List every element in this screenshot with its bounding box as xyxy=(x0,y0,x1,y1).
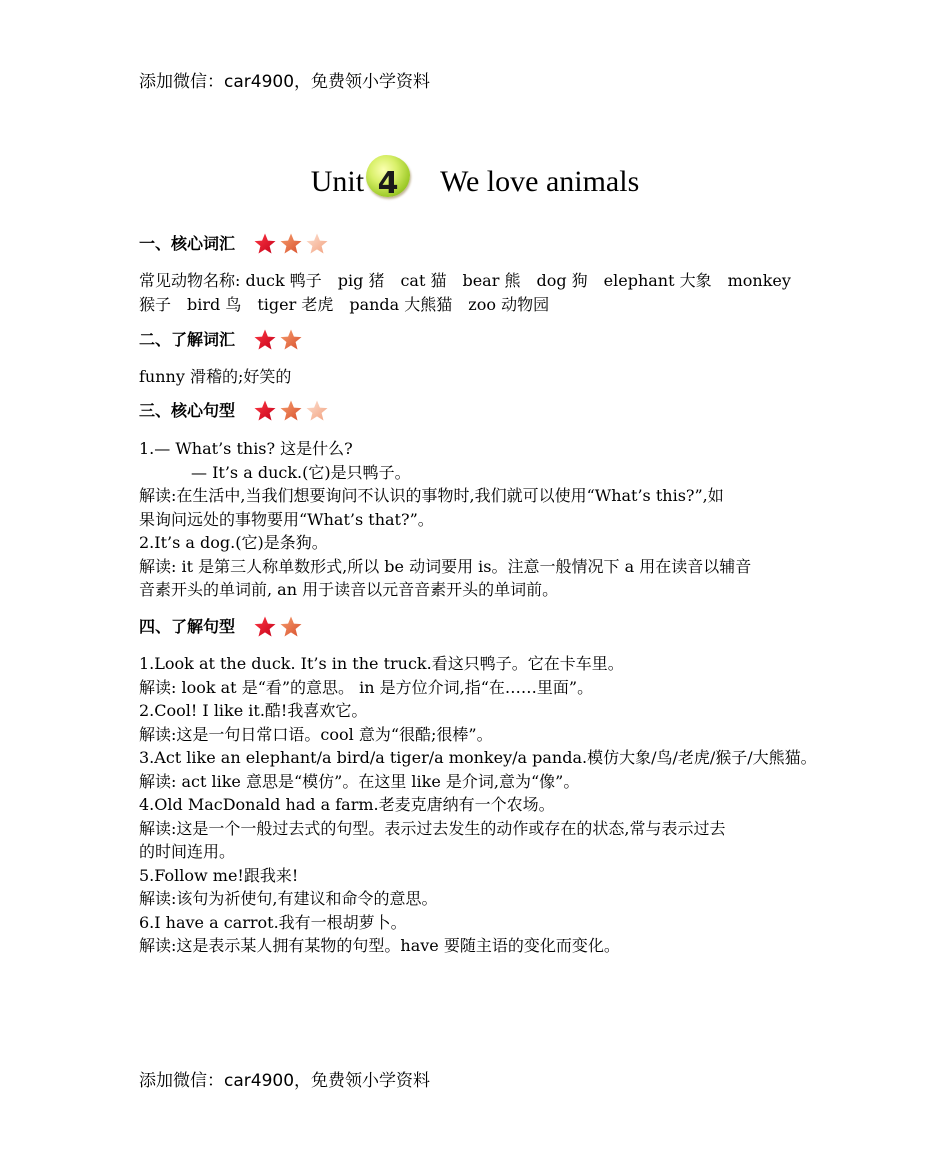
know-vocab-line: funny 滑稽的;好笑的 xyxy=(139,367,292,386)
core-vocab-line: 猴子 bird 鸟 tiger 老虎 panda 大熊猫 zoo 动物园 xyxy=(139,294,550,314)
sentence-line: 解读:这是表示某人拥有某物的句型。have 要随主语的变化而变化。 xyxy=(139,936,620,955)
know-vocab-text xyxy=(139,365,819,389)
sentence-line: 的时间连用。 xyxy=(139,842,236,861)
know-sentences-text xyxy=(139,652,819,958)
star-icon xyxy=(305,232,329,256)
sentence-line: 2.It’s a dog.(它)是条狗。 xyxy=(139,533,328,552)
unit-number: 4 xyxy=(377,166,399,202)
difficulty-stars xyxy=(253,615,303,639)
core-vocab-line: 常见动物名称: duck 鸭子 pig 猪 cat 猫 bear 熊 dog 狗 elephant 大象 monkey xyxy=(139,271,791,290)
sentence-line: 果询问远处的事物要用“What’s that?”。 xyxy=(139,509,434,529)
sentence-line: 解读:这是一句日常口语。cool 意为“很酷;很棒”。 xyxy=(139,724,493,744)
star-icon xyxy=(279,328,303,352)
sentence-line: 解读:这是一个一般过去式的句型。表示过去发生的动作或存在的状态,常与表示过去 xyxy=(139,818,726,838)
unit-number-badge xyxy=(364,153,412,202)
star-icon xyxy=(279,399,303,423)
section-title: 三、核心句型 xyxy=(139,401,236,420)
section-title: 四、了解句型 xyxy=(139,617,236,636)
core-sentences-text xyxy=(139,437,819,602)
footer-promo: 添加微信：car4900，免费领小学资料 xyxy=(139,1071,431,1091)
section-heading-know-sentences xyxy=(139,614,303,640)
star-icon xyxy=(279,615,303,639)
sentence-line: 音素开头的单词前, an 用于读音以元音音素开头的单词前。 xyxy=(139,580,559,599)
sentence-line: 1.Look at the duck. It’s in the truck.看这只鸭子。它在卡车里。 xyxy=(139,654,624,673)
sentence-line: 6.I have a carrot.我有一根胡萝卜。 xyxy=(139,912,407,932)
sentence-line: 解读: look at 是“看”的意思。 in 是方位介词,指“在……里面”。 xyxy=(139,677,594,697)
star-icon xyxy=(253,328,277,352)
sentence-line: 3.Act like an elephant/a bird/a tiger/a monkey/a panda.模仿大象/鸟/老虎/猴子/大熊猫。 xyxy=(139,748,817,767)
sentence-line: 解读:在生活中,当我们想要询问不认识的事物时,我们就可以使用“What’s this?”,如 xyxy=(139,486,724,505)
sentence-line: 1.— What’s this? 这是什么? xyxy=(139,439,353,458)
unit-title: We love animals xyxy=(440,165,640,199)
sentence-line: 解读: it 是第三人称单数形式,所以 be 动词要用 is。注意一般情况下 a 用在读音以辅音 xyxy=(139,556,752,576)
page-title xyxy=(0,150,950,212)
difficulty-stars xyxy=(253,232,329,256)
section-heading-know-vocab xyxy=(139,327,303,353)
difficulty-stars xyxy=(253,399,329,423)
sentence-line: 2.Cool! I like it.酷!我喜欢它。 xyxy=(139,701,368,720)
star-icon xyxy=(305,399,329,423)
core-vocab-text xyxy=(139,269,819,316)
section-heading-core-sentences xyxy=(139,398,329,424)
header-promo: 添加微信：car4900，免费领小学资料 xyxy=(139,72,431,92)
section-title: 一、核心词汇 xyxy=(139,234,236,253)
star-icon xyxy=(253,615,277,639)
sentence-line: 解读:该句为祈使句,有建议和命令的意思。 xyxy=(139,889,438,908)
sentence-line: — It’s a duck.(它)是只鸭子。 xyxy=(191,462,411,482)
sentence-line: 5.Follow me!跟我来! xyxy=(139,865,299,885)
star-icon xyxy=(253,399,277,423)
sentence-line: 解读: act like 意思是“模仿”。在这里 like 是介词,意为“像”。 xyxy=(139,771,580,791)
difficulty-stars xyxy=(253,328,303,352)
unit-word: Unit xyxy=(310,165,365,199)
section-heading-core-vocab xyxy=(139,231,329,257)
star-icon xyxy=(253,232,277,256)
star-icon xyxy=(279,232,303,256)
section-title: 二、了解词汇 xyxy=(139,330,236,349)
sentence-line: 4.Old MacDonald had a farm.老麦克唐纳有一个农场。 xyxy=(139,795,555,814)
